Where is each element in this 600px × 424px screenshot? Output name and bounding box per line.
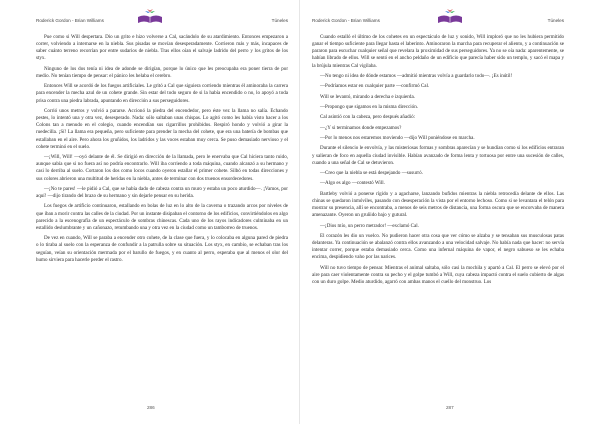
paragraph: —Por lo menos nos estaremos moviendo —dijo Will poniéndose en marcha. bbox=[320, 135, 475, 142]
paragraph: —¿Y si terminamos donde empezamos? bbox=[320, 124, 402, 131]
paragraph: —¡Dios mío, un perro metrador! —exclamó Cal. bbox=[320, 222, 419, 229]
paragraph: Ninguno de los dos tenía ni idea de adonde se dirigían, porque lo único que les preocupaba era poner tierra de por medio. No tenían tiempo de pensar: el pánico les helaba el cerebro. bbox=[36, 65, 288, 79]
paragraph: —¡Will, Will! —oyó delante de él. Se dirigió en dirección de la llamada, pero le enervaba que Cal hiciera tanto ruido, aunque sabía que si no fuera así no podría encontrarlo. Will iba corriendo a toda máquina, cuando alcanzó a su hermano y casi lo derriba al suelo. Cortaron los dos como locos cuando oyeron estallar el primer cohete. Silbó en todas direcciones y sus colores abrieron una multitud de heridas en la niebla, antes de terminar con dos truenos ensordecedores. bbox=[36, 154, 288, 182]
paragraph: Durante el silencio le envolvía, y las misteriosas formas y sombras aparecían y se hundían como si los edificios entraran y salieran de foco en aquella ciudad invisible. Habían avanzado de forma lenta y tortuosa por entre una sucesión de calles, cuando a una señal de Cal se detuvieron. bbox=[312, 145, 564, 166]
paragraph: Cuando estalló el último de los cohetes en un espectáculo de luz y sonido, Will imploró que no les hubiera permitido ganar el tiempo suficiente para llegar hasta el laberinto. Aminoraron la marcha para recuperar el aliento, y a continuación se pararon para escuchar cualquier señal que revelara la proximidad de sus perseguidores. Ya no se oía nada: aparentemente, se habían librado de ellos. Will se sentó en el ancho peldaño de un edificio que parecía haber sido un templo, y sacó el mapa y la brújula mientras Cal vigilaba. bbox=[312, 34, 564, 69]
header-title: Túneles bbox=[271, 18, 288, 23]
paragraph: —Creo que la niebla se está despejando —susurró. bbox=[320, 170, 423, 177]
page-number: 287 bbox=[446, 405, 454, 410]
paragraph: Will se levantó, mirando a derecha e izquierda. bbox=[320, 93, 415, 100]
book-logo-icon bbox=[436, 8, 464, 26]
paragraph: —¡No te pares! —le pidió a Cal, que se había dado de cabeza contra un muro y estaba un poco aturdido—. ¡Vamos, por aquí! —dijo tirando del brazo de su hermano y sin dejarle pensar en su herida. bbox=[36, 185, 288, 200]
paragraph: Entonces Will se acordó de los fuegos artificiales. Le gritó a Cal que siguiera corriendo mientras él aminoraba la carrera para encender la mecha azul de un cohete grande. Sin estar del todo seguro de si la había encendido o no, lo apoyó a toda prisa contra una piedra labrada, apuntando en dirección a sus perseguidores. bbox=[36, 83, 288, 104]
page-number: 286 bbox=[147, 405, 155, 410]
book-logo-icon bbox=[136, 8, 164, 26]
paragraph: Los fuegos de artificio continuaron, estallando en bolas de luz en lo alto de la caverna o trazando arcos por niveles de que iban a morir contra las calles de la ciudad. Por un instante disipaban el contorno de los edificios, convirtiéndolos en algo parecido a la escenografía de un espectáculo de sombras chinescas. Cada uno de los rayos indicadores culminaba en un estallido deslumbrante y un cañonazo, retumbando una y otra vez en la ciudad como un tamborreo de truenos. bbox=[36, 203, 288, 231]
paragraph: —No tengo ni idea de dónde estamos —admitió mientras volvía a guardarlo todo—. ¡Es inútil! bbox=[320, 72, 513, 79]
body-text bbox=[36, 34, 288, 394]
body-text bbox=[312, 34, 564, 394]
paragraph: Pue como si Will despertara. Dio un grito e hizo volverse a Cal, sacándolo de su atardimiento. Entonces empezaron a correr, volviendo a internarse en la niebla. Sus pisadas se movían desesperadamente. Corrieron más y más, incapaces de saber cuánto terreno recorrían por entre sudarios de niebla. Tras ellos oían el salvaje ladrido del perro y los gritos de los styx. bbox=[36, 34, 288, 62]
paragraph: Cal asintió con la cabeza, pero después añadió: bbox=[320, 114, 416, 121]
paragraph: —Propongo que sigamos en la misma dirección. bbox=[320, 104, 418, 110]
paragraph: Corrió unos metros y volvió a pararse. Accionó la piedra del encendedor, pero éste vez la llama no salía. Echando pestes, lo intentó una y otra vez, desesperado. Nada: sólo saltaban unas chispas. Lo agitó como les había visto hacer a los Colons tan a menudo en el colegio, cuando encendían sus cigarrillos prohibidos. Respiró hondo y volvió a girar la ruedecilla. ¡Sí! La llama era pequeña, pero suficiente para prender la mecha del cohete, que era una batería de bombas que estallaban en el aire. Pero ahora los gruñidos, los ladridos y las voces estaban muy cerca. Se puso demasiado nervioso y el cohete terminó en el suelo. bbox=[36, 107, 288, 150]
paragraph: El corazón les dio un vuelco. No pudieron hacer otra cosa que ver cómo se alzaba y se tensaban sus musculosas patas delanteras. Ya continuación se abalanzó contra ellos avanzando a una velocidad salvaje. No había nada que hacer: no servía intentar correr, porque estaba demasiado cerca. Como una infernal máquina de vapor, el negro sabueso se les echaba encima, despidiendo vaho por las narices. bbox=[312, 232, 564, 261]
right-page bbox=[300, 0, 600, 424]
paragraph: —Algo es algo —contestó Will. bbox=[320, 180, 385, 187]
paragraph: Bartleby volvió a ponerse rígido y a agacharse, lanzando bufidos mientras la niebla retrocedía delante de ellos. Las chinas se quedaron inmóviles, pasando con desesperación la vista por el entorno lechoso. Como si se levantara el telón para mostrar su presencia, allí se encontraba, a menos de seis metros de distancia, una forma oscura que se encorvaba de manera amenazante. Oyeron un gruñido bajo y gutural. bbox=[312, 190, 564, 219]
paragraph: Will no tuvo tiempo de pensar. Mientras el animal saltaba, sólo casi la mochila y apartó a Cal. El perro se elevó por el aire para caer violentamente contra su pecho y el golpe tumbó a Will, cuya cabeza impactó contra el suelo cubierto de algas con un duro golpe. Medio aturdido, agarró con ambas manos el cuello del monstruo. Los bbox=[312, 264, 564, 285]
header-author: Roderick Gordon - Brian Williams bbox=[312, 18, 380, 23]
paragraph: —Podríamos estar en cualquier parte —confirmó Cal. bbox=[320, 83, 430, 90]
paragraph: De vez en cuando, Will se paraba a encender otro cohete, de la clase que fuera, y lo colocaba en alguna pared de piedra o lo tiraba al suelo con la esperanza de confundir a la patrulla sobre su situación. Los styx, en cambio, se echaban tras los seguían, veían su orientación mermada por el barullo de fuegos, y en cuanto al perro, esperaba que al menos el olor del humo sirviera para hacerle perder el rastro. bbox=[36, 235, 288, 263]
header-title: Túneles bbox=[547, 18, 564, 23]
header-author: Roderick Gordon - Brian Williams bbox=[36, 18, 104, 23]
